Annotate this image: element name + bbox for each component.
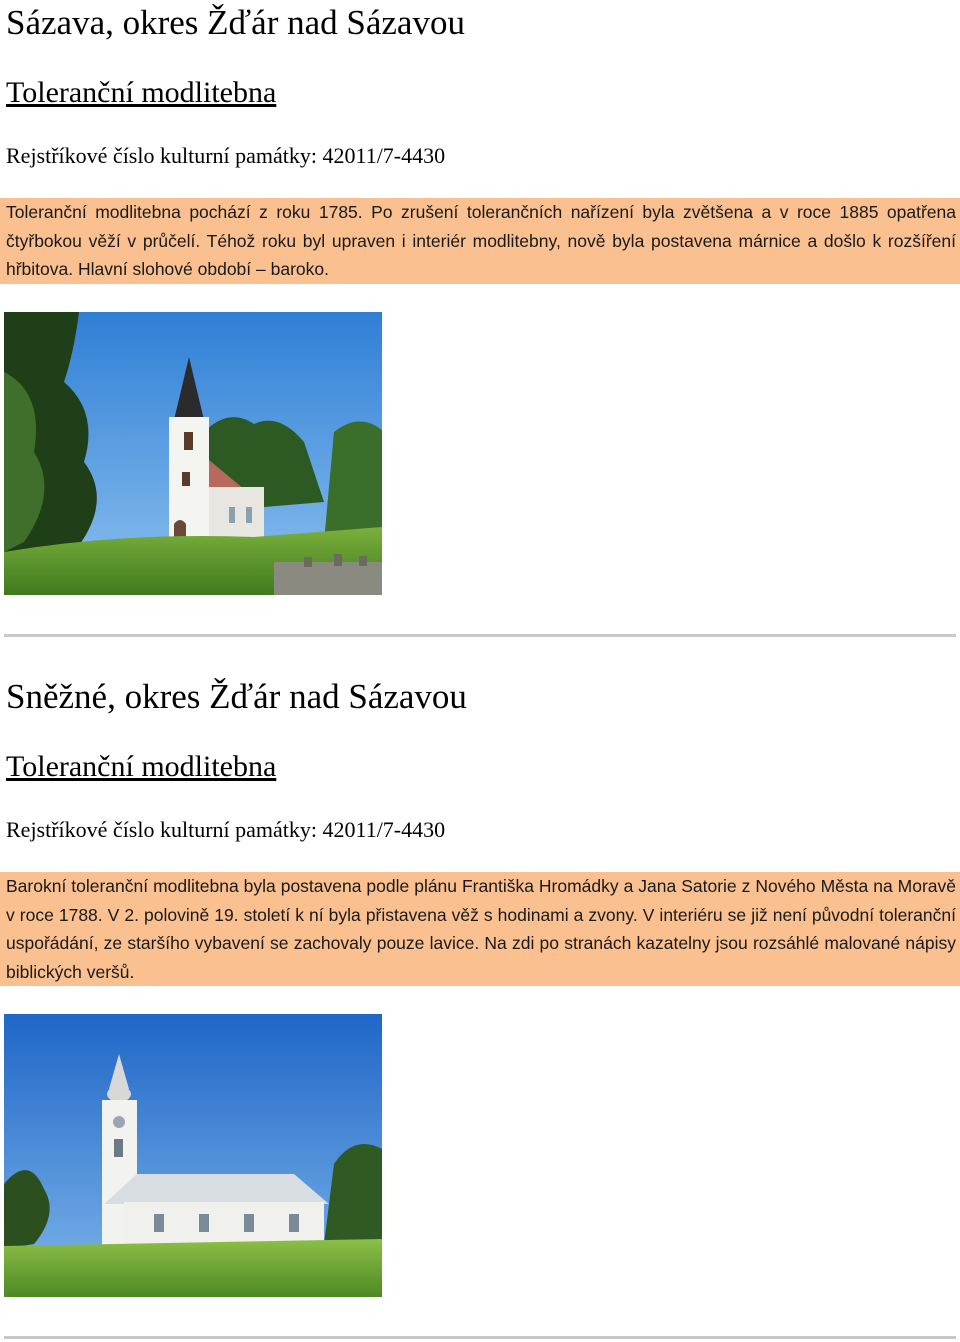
entry-2-description: Barokní toleranční modlitebna byla postavena podle plánu Františka Hromádky a Jana Satorie z Nového Města na Moravě v roce 1788. V 2. polovině 19. století k ní byla přistavena věž s hodinami a zvony. V interiéru se již není původní toleranční uspořádání, ze staršího vybavení se zachovaly pouze lavice. Na zdi po stranách kazatelny jsou rozsáhlé malované nápisy biblických veršů. bbox=[0, 872, 960, 986]
entry-1-church-photo bbox=[4, 312, 382, 595]
entry-2-subtitle: Toleranční modlitebna bbox=[6, 750, 277, 783]
entry-2-register-number: Rejstříkové číslo kulturní památky: 42011/7-4430 bbox=[6, 817, 446, 842]
entry-1-subtitle: Toleranční modlitebna bbox=[6, 76, 277, 109]
section-divider bbox=[4, 634, 956, 637]
section-divider-bottom bbox=[4, 1336, 956, 1339]
entry-2-title: Sněžné, okres Žďár nad Sázavou bbox=[6, 677, 467, 716]
entry-1-register-number: Rejstříkové číslo kulturní památky: 42011/7-4430 bbox=[6, 143, 446, 168]
entry-1-description: Toleranční modlitebna pochází z roku 1785. Po zrušení tolerančních nařízení byla zvětšena a v roce 1885 opatřena čtyřbokou věží v průčelí. Téhož roku byl upraven i interiér modlitebny, nově byla postavena márnice a došlo k rozšíření hřbitova. Hlavní slohové období – baroko. bbox=[0, 198, 960, 284]
entry-2-church-photo bbox=[4, 1014, 382, 1297]
entry-1-title: Sázava, okres Žďár nad Sázavou bbox=[6, 3, 465, 42]
